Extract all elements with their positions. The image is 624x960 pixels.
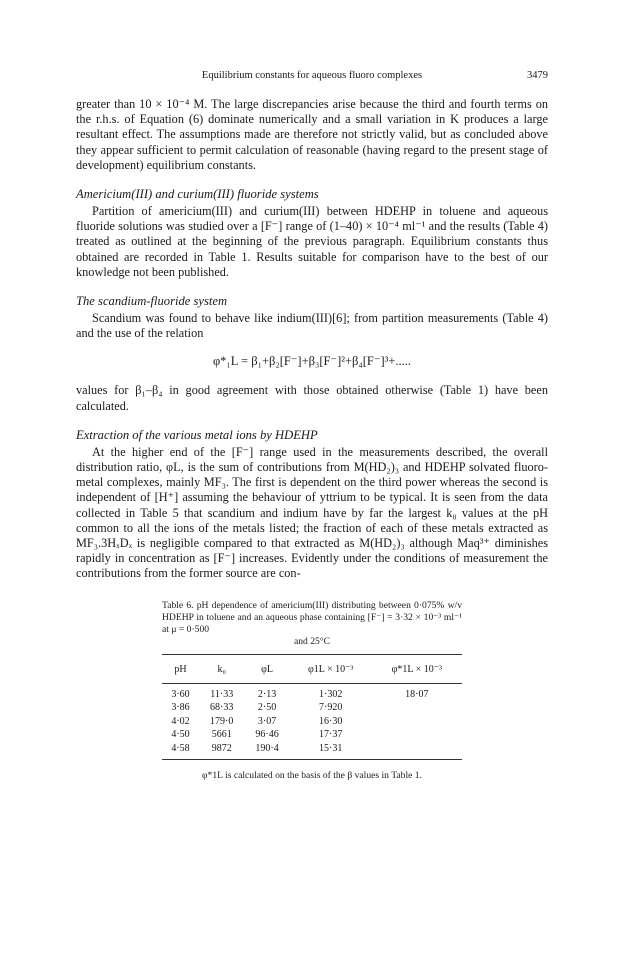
table-caption — [162, 600, 462, 648]
cell-ph: 4·58 — [162, 742, 199, 760]
scandium-heading: The scandium-fluoride system — [76, 294, 228, 309]
cell-phi-l: 2·50 — [257, 702, 277, 714]
cell-phi-star-1l — [372, 701, 462, 715]
beta-relation-equation: φ*₁L = β₁+β₂[F⁻]+β₃[F⁻]²+β₄[F⁻]³+..... — [212, 354, 412, 369]
table-row — [162, 701, 462, 715]
cell-phi-star-1l — [372, 715, 462, 729]
cell-ph: 3·86 — [171, 702, 190, 714]
table-caption-end: and 25°C — [293, 635, 331, 647]
scandium-result-paragraph: values for β₁–β₄ in good agreement with those obtained otherwise (Table 1) have been calculated. — [76, 383, 548, 413]
running-head — [76, 70, 548, 88]
cell-phi-l: 2·13 — [257, 688, 277, 700]
cell-phi-l: 3·07 — [257, 715, 277, 727]
cell-k0: 9872 — [199, 742, 244, 760]
table-row — [162, 728, 462, 742]
table-footnote: φ*1L is calculated on the basis of the β values in Table 1. — [202, 770, 422, 782]
extraction-paragraph: At the higher end of the [F⁻] range used in the measurements described, the overall distribution ratio, φL, is the sum of contributions from M(HD₂)₃ and HDEHP solvated fluoro-metal complexes, mainly MF₃. The first is dependent on the third power whereas the second is independent of [H⁺] assuming the behaviour of yttrium to be typical. It is seen from the data collected in Table 5 that scandium and indium have by far the largest k₀ values at the pH common to all the ions of the metals listed; the fraction of each of these metals extracted as MF₃.3HₓDₓ is negligible compared to that extracted as M(HD₂)₃ although Maq³⁺ diminishes rapidly in concentration as [F⁻] increases. Evidently under the conditions of measurement the contributions from the former source are con- — [76, 444, 548, 581]
table-row — [162, 742, 462, 760]
col-header-phi-star-1l: φ*1L × 10⁻³ — [372, 654, 462, 683]
cell-phi-star-1l — [372, 742, 462, 760]
intro-paragraph: greater than 10 × 10⁻⁴ M. The large discrepancies arise because the third and fourth terms on the r.h.s. of Equation (6) dominate numerically and a small variation in K produces a large resultant effect. The assumptions made are therefore not strictly valid, but as concluded above they appear sufficient to permit calculation of reasonable (having regard to the present stage of development) equilibrium constants. — [76, 97, 548, 172]
scandium-paragraph: Scandium was found to behave like indium(III)[6]; from partition measurements (Table 4) and the use of the relation — [76, 311, 548, 341]
cell-phi-star-1l — [372, 728, 462, 742]
page-number: 3479 — [527, 70, 548, 81]
table-caption-text: Table 6. pH dependence of americium(III) distributing between 0·075% w/v HDEHP in toluene and an aqueous phase containing [F⁻] = 3·32 × 10⁻³ ml⁻¹ at μ = 0·500 — [162, 599, 462, 635]
cell-phi-1l: 17·37 — [319, 729, 343, 741]
cell-phi-1l: 7·920 — [319, 702, 343, 714]
extraction-heading: Extraction of the various metal ions by HDEHP — [76, 427, 318, 442]
americium-heading: Americium(III) and curium(III) fluoride systems — [76, 187, 319, 202]
cell-phi-1l: 16·30 — [319, 715, 343, 727]
cell-k0: 68·33 — [210, 702, 234, 714]
article-body — [76, 97, 548, 582]
col-header-k0: k₀ — [199, 654, 244, 683]
americium-paragraph: Partition of americium(III) and curium(III) between HDEHP in toluene and aqueous fluoride solutions was studied over a [F⁻] range of (1–40) × 10⁻⁴ ml⁻¹ and the results (Table 4) treated as outlined at the beginning of the previous paragraph. Equilibrium constants thus obtained are recorded in Table 1. Results suitable for comparison have to the best of our knowledge not been published. — [76, 204, 548, 279]
table-row — [162, 715, 462, 729]
cell-k0: 179·0 — [210, 715, 234, 727]
data-table — [162, 654, 462, 761]
cell-phi-l: 96·46 — [255, 729, 279, 741]
col-header-ph: pH — [162, 654, 199, 683]
col-header-phi-1l: φ1L × 10⁻³ — [290, 654, 372, 683]
cell-ph: 4·50 — [171, 729, 190, 741]
table-header-row — [162, 654, 462, 683]
cell-k0: 5661 — [211, 729, 232, 741]
cell-ph: 4·02 — [171, 715, 190, 727]
cell-phi-1l: 15·31 — [290, 742, 372, 760]
cell-ph: 3·60 — [171, 688, 190, 700]
table-row — [162, 683, 462, 701]
journal-page — [76, 70, 548, 781]
cell-k0: 11·33 — [210, 688, 234, 700]
cell-phi-1l: 1·302 — [319, 688, 343, 700]
col-header-phi-l: φL — [244, 654, 289, 683]
cell-phi-l: 190·4 — [244, 742, 289, 760]
table-6 — [162, 600, 462, 782]
cell-phi-star-1l: 18·07 — [405, 688, 429, 700]
running-title: Equilibrium constants for aqueous fluoro complexes — [201, 70, 423, 81]
